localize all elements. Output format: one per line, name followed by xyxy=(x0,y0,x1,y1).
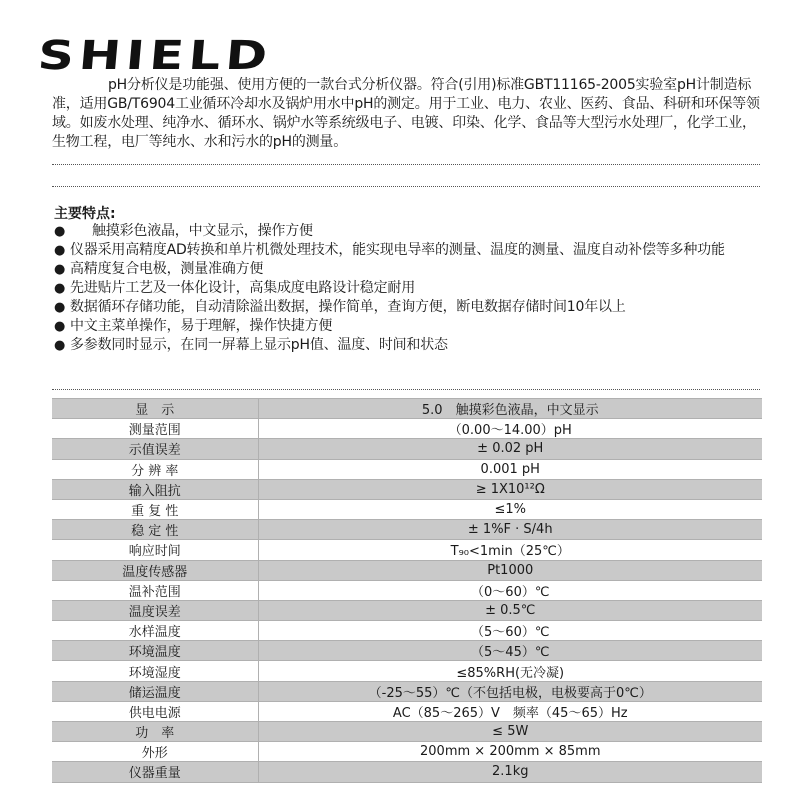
divider xyxy=(52,389,760,390)
spec-key: 重 复 性 xyxy=(52,499,258,519)
table-row xyxy=(52,399,762,419)
intro-paragraph: pH分析仪是功能强、使用方便的一款台式分析仪器。符合(引用)标准GBT11165-2005实验室pH计制造标准，适用GB/T6904工业循环冷却水及锅炉用水中pH的测定。用于工业、电力、农业、医药、食品、科研和环保等领域。如废水处理、纯净水、循环水、锅炉水等系统级电子、电镀、印染、化学、食品等大型污水处理厂，化学工业，生物工程，电厂等纯水、水和污水的pH的测量。 xyxy=(52,77,760,150)
table-row xyxy=(52,701,762,721)
spec-key: 示值误差 xyxy=(52,439,258,459)
feature-text: 仪器采用高精度AD转换和单片机微处理技术，能实现电导率的测量、温度的测量、温度自动补偿等多种功能 xyxy=(70,242,725,258)
feature-item xyxy=(54,279,764,298)
feature-item xyxy=(54,260,764,279)
spec-value: ≤1% xyxy=(258,499,762,519)
spec-key: 外形 xyxy=(52,742,258,762)
feature-item xyxy=(54,298,764,317)
spec-value: Pt1000 xyxy=(258,560,762,580)
bullet-icon: ● xyxy=(54,262,66,277)
shield-logo xyxy=(35,33,274,79)
table-row xyxy=(52,479,762,499)
spec-key: 水样温度 xyxy=(52,621,258,641)
spec-value: 2.1kg xyxy=(258,762,762,782)
feature-item xyxy=(54,222,764,241)
spec-value: AC（85～265）V 频率（45～65）Hz xyxy=(258,701,762,721)
spec-value: 200mm × 200mm × 85mm xyxy=(258,742,762,762)
feature-text: 中文主菜单操作，易于理解，操作快捷方便 xyxy=(70,318,333,334)
table-row xyxy=(52,661,762,681)
spec-key: 响应时间 xyxy=(52,540,258,560)
table-row xyxy=(52,499,762,519)
spec-value: ≥ 1X10¹²Ω xyxy=(258,479,762,499)
spec-key: 温度误差 xyxy=(52,600,258,620)
bullet-icon: ● xyxy=(54,300,66,315)
feature-text: 先进贴片工艺及一体化设计，高集成度电路设计稳定耐用 xyxy=(70,280,415,296)
spec-value: ≤ 5W xyxy=(258,722,762,742)
spec-key: 稳 定 性 xyxy=(52,520,258,540)
table-row xyxy=(52,742,762,762)
spec-key: 环境温度 xyxy=(52,641,258,661)
spec-key: 功 率 xyxy=(52,722,258,742)
spec-value: ± 1%F · S/4h xyxy=(258,520,762,540)
spec-value: （5～45）℃ xyxy=(258,641,762,661)
spec-table xyxy=(52,398,762,783)
table-row xyxy=(52,580,762,600)
table-row xyxy=(52,600,762,620)
spec-value: ≤85%RH(无冷凝) xyxy=(258,661,762,681)
spec-key: 储运温度 xyxy=(52,681,258,701)
feature-text: 数据循环存储功能，自动清除溢出数据，操作简单，查询方便，断电数据存储时间10年以上 xyxy=(70,299,626,315)
spec-value: （5～60）℃ xyxy=(258,621,762,641)
table-row xyxy=(52,722,762,742)
feature-text: 触摸彩色液晶，中文显示，操作方便 xyxy=(92,223,313,239)
bullet-icon: ● xyxy=(54,224,66,239)
spec-key: 供电电源 xyxy=(52,701,258,721)
table-row xyxy=(52,540,762,560)
spec-value: ± 0.5℃ xyxy=(258,600,762,620)
feature-item xyxy=(54,336,764,355)
spec-value: T₉₀<1min（25℃） xyxy=(258,540,762,560)
table-row xyxy=(52,641,762,661)
feature-text: 高精度复合电极，测量准确方便 xyxy=(70,261,264,277)
table-row xyxy=(52,520,762,540)
spec-value: （-25～55）℃（不包括电极，电极要高于0℃） xyxy=(258,681,762,701)
spec-value: （0～60）℃ xyxy=(258,580,762,600)
spec-key: 输入阻抗 xyxy=(52,479,258,499)
table-row xyxy=(52,560,762,580)
bullet-icon: ● xyxy=(54,338,66,353)
logo-text: SHIELD xyxy=(35,33,274,79)
spec-key: 温度传感器 xyxy=(52,560,258,580)
spec-key: 仪器重量 xyxy=(52,762,258,782)
table-row xyxy=(52,419,762,439)
table-row xyxy=(52,762,762,782)
table-row xyxy=(52,681,762,701)
divider xyxy=(52,186,760,187)
spec-key: 显 示 xyxy=(52,399,258,419)
spec-value: ± 0.02 pH xyxy=(258,439,762,459)
features-list xyxy=(54,222,764,355)
spec-key: 温补范围 xyxy=(52,580,258,600)
feature-item xyxy=(54,317,764,336)
table-row xyxy=(52,439,762,459)
table-row xyxy=(52,621,762,641)
spec-value: 0.001 pH xyxy=(258,459,762,479)
divider xyxy=(52,164,760,165)
bullet-icon: ● xyxy=(54,281,66,296)
spec-value: （0.00～14.00）pH xyxy=(258,419,762,439)
table-row xyxy=(52,459,762,479)
spec-key: 分 辨 率 xyxy=(52,459,258,479)
spec-key: 环境湿度 xyxy=(52,661,258,681)
spec-key: 测量范围 xyxy=(52,419,258,439)
bullet-icon: ● xyxy=(54,319,66,334)
spec-value: 5.0 触摸彩色液晶，中文显示 xyxy=(258,399,762,419)
bullet-icon: ● xyxy=(54,243,66,258)
features-heading: 主要特点: xyxy=(54,206,116,222)
feature-item xyxy=(54,241,764,260)
feature-text: 多参数同时显示，在同一屏幕上显示pH值、温度、时间和状态 xyxy=(70,337,448,353)
